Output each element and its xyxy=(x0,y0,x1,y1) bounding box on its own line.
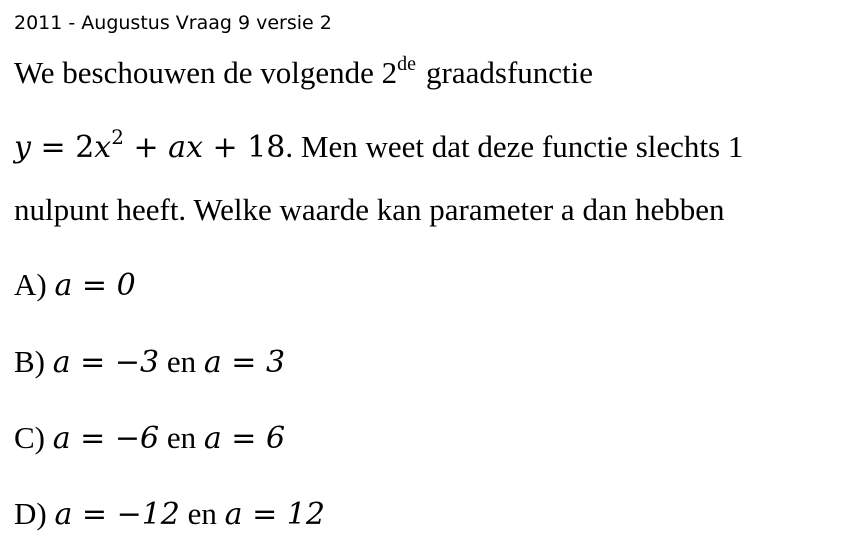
option-c-conjunction: en xyxy=(166,420,197,455)
option-b-expression-1: a = −3 xyxy=(52,345,160,380)
option-c[interactable] xyxy=(14,419,285,458)
question-line-3: nulpunt heeft. Welke waarde kan parameter a dan hebben xyxy=(14,192,725,227)
option-c-label: C) xyxy=(14,420,45,455)
question-line-1-end: graadsfunctie xyxy=(426,55,594,90)
question-line-2-text: . Men weet dat deze functie slechts 1 xyxy=(285,129,744,164)
question-line-1 xyxy=(14,54,593,92)
question-line-2 xyxy=(14,125,744,167)
option-b-conjunction: en xyxy=(166,344,197,379)
question-line-1-text: We beschouwen de volgende 2 xyxy=(14,55,398,90)
option-b-expression-2: a = 3 xyxy=(203,345,286,380)
option-d-expression-1: a = −12 xyxy=(54,497,180,532)
option-b[interactable] xyxy=(14,343,285,382)
ordinal-superscript: de xyxy=(397,53,417,75)
option-d-conjunction: en xyxy=(187,496,217,531)
option-d-expression-2: a = 12 xyxy=(224,497,325,532)
option-c-expression-2: a = 6 xyxy=(203,421,286,456)
option-d[interactable] xyxy=(14,495,325,534)
option-a[interactable] xyxy=(14,266,136,305)
option-a-expression: a = 0 xyxy=(54,268,136,303)
question-header: 2011 - Augustus Vraag 9 versie 2 xyxy=(14,12,332,34)
option-d-label: D) xyxy=(14,496,47,531)
option-a-label: A) xyxy=(14,267,47,302)
option-c-expression-1: a = −6 xyxy=(52,421,160,456)
option-b-label: B) xyxy=(14,344,45,379)
quadratic-equation: $y = 2x^2$ + ax + 18 xyxy=(14,125,286,165)
